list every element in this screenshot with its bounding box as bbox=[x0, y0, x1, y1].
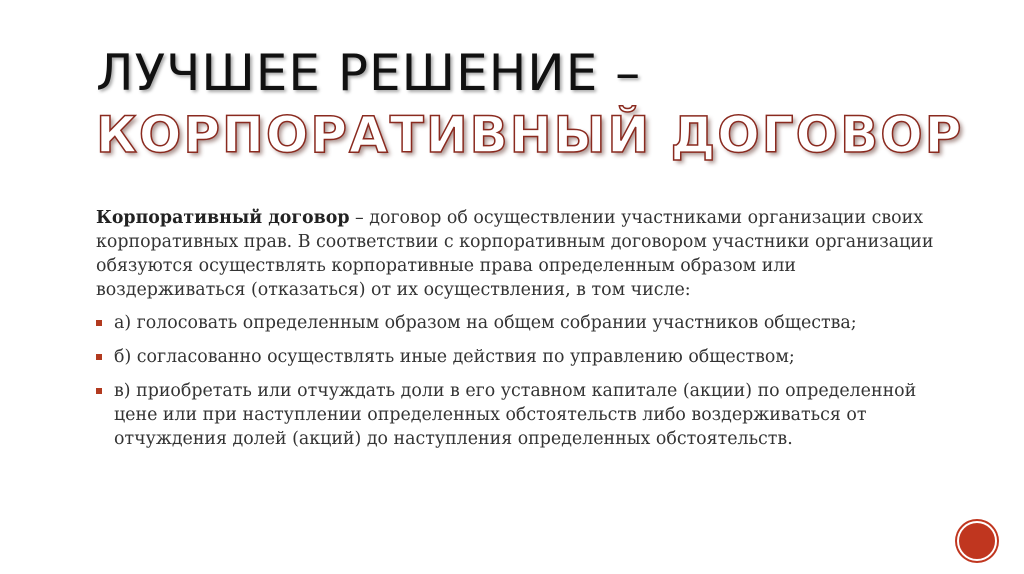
slide-content bbox=[96, 206, 936, 461]
definition-paragraph bbox=[96, 206, 936, 302]
list-item bbox=[96, 379, 936, 451]
defined-term: Корпоративный договор bbox=[96, 208, 350, 228]
slide-number-badge bbox=[957, 521, 997, 561]
square-bullet-icon bbox=[96, 354, 102, 360]
square-bullet-icon bbox=[96, 388, 102, 394]
list-item-text: в) приобретать или отчуждать доли в его уставном капитале (акции) по определенной цене или при наступлении определенных обстоятельств либо воздерживаться от отчуждения долей (акций) до наступления определенных обстоятельств. bbox=[114, 381, 917, 449]
bullet-list bbox=[96, 311, 936, 451]
list-item-text: а) голосовать определенным образом на общем собрании участников общества; bbox=[114, 313, 857, 333]
slide-title-line-2: КОРПОРАТИВНЫЙ ДОГОВОР bbox=[96, 106, 964, 164]
list-item bbox=[96, 345, 936, 369]
list-item bbox=[96, 311, 936, 335]
definition-text: – договор об осуществлении участниками организации своих корпоративных прав. В соответствии с корпоративным договором участники организации обязуются осуществлять корпоративные права определенным образом или воздерживаться (отказаться) от их осуществления, в том числе: bbox=[96, 208, 934, 300]
slide-title-line-1: ЛУЧШЕЕ РЕШЕНИЕ – bbox=[96, 44, 642, 102]
list-item-text: б) согласованно осуществлять иные действия по управлению обществом; bbox=[114, 347, 795, 367]
square-bullet-icon bbox=[96, 320, 102, 326]
